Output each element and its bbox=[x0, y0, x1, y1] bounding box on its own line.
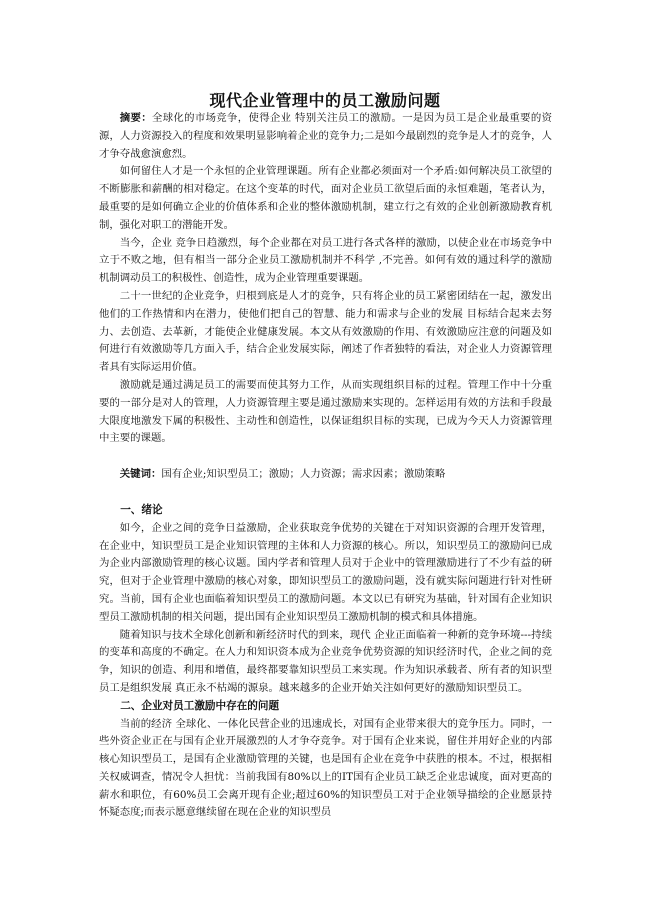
paper-body bbox=[99, 110, 552, 822]
spacer bbox=[99, 484, 552, 502]
abstract-paragraph-4: 二十一世纪的企业竞争，归根到底是人才的竞争，只有将企业的员工紧密团结在一起，激发出他们的工作热情和内在潜力，使他们把自己的智慧、能力和需求与企业的发展 目标结合起来去努力、去创造、去革新，才能使企业健康发展。本文从有效激励的作用、有效激励应注意的问题及如何进行有效激励等几方面入手，结合企业发展实际，阐述了作者独特的看法，对企业人力资源管理者具有实际运用价值。 bbox=[99, 289, 552, 374]
section-2-paragraph-1: 当前的经济 全球化、一体化民营企业的迅速成长，对国有企业带来很大的竞争压力。同时，一些外资企业正在与国有企业开展激烈的人才争夺竞争。对于国有企业来说，留住并用好企业的内部核心知识型员工，是国有企业激励管理的关键，也是国有企业在竞争中获胜的根本。不过，根据相关权威调查，情况令人担忧：当前我国有80%以上的IT国有企业员工缺乏企业忠诚度，面对更高的薪水和职位，有60%员工会离开现有企业;超过60%的知识型员工对于企业领导描绘的企业愿景持怀疑态度;而表示愿意继续留在现在企业的知识型员 bbox=[99, 717, 552, 819]
keywords-text: 国有企业;知识型员工；激励；人力资源；需求因素；激励策略 bbox=[161, 468, 446, 481]
paper-title: 现代企业管理中的员工激励问题 bbox=[209, 91, 441, 110]
spacer bbox=[99, 448, 552, 466]
abstract-text-1: 全球化的市场竞争，使得企业 特别关注员工的激励。一是因为员工是企业最重要的资源，人力资源投入的程度和效果明显影响着企业的竞争力;二是如今最剧烈的竞争是人才的竞争，人才争夺战愈演愈烈。 bbox=[99, 112, 552, 160]
abstract-paragraph-2: 如何留住人才是一个永恒的企业管理课题。所有企业都必须面对一个矛盾:如何解决员工欲望的不断膨胀和薪酬的相对稳定。在这个变革的时代，面对企业员工欲望后面的永恒难题，笔者认为，最重要的是如何确立企业的价值体系和企业的整体激励机制，建立行之有效的企业创新激励教育机制，强化对职工的潜能开发。 bbox=[99, 165, 552, 231]
keywords-line bbox=[99, 466, 552, 484]
abstract-label: 摘要： bbox=[119, 112, 152, 124]
keywords-label: 关键词： bbox=[119, 468, 162, 481]
abstract-paragraph-5: 激励就是通过满足员工的需要而使其努力工作，从而实现组织目标的过程。管理工作中十分重要的一部分是对人的管理，人力资源管理主要是通过激励来实现的。怎样运用有效的方法和手段最大限度地激发下属的积极性、主动性和创造性，以保证组织目标的实现，已成为今天人力资源管理中主要的课题。 bbox=[99, 378, 552, 445]
abstract-paragraph-1 bbox=[99, 110, 552, 163]
section-heading-2: 二、企业对员工激励中存在的问题 bbox=[120, 699, 280, 712]
abstract-paragraph-3: 当今，企业 竞争日趋激烈，每个企业都在对员工进行各式各样的激励，以使企业在市场竞争中立于不败之地，但有相当一部分企业员工激励机制并不科学 ,不完善。如何有效的通过科学的激励机制调动员工的积极性、创造性，成为企业管理重要课题。 bbox=[99, 236, 552, 285]
section-1-paragraph-2: 随着知识与技术全球化创新和新经济时代的到来，现代 企业正面临着一种新的竞争环境---持续的变革和高度的不确定。在人力和知识资本成为企业竞争优势资源的知识经济时代，企业之间的竞争，知识的创造、利用和增值，最终都要靠知识型员工来实现。作为知识承载者、所有者的知识型员工是组织发展 真正永不枯竭的源泉。越来越多的企业开始关注如何更好的激励知识型员工。 bbox=[99, 628, 552, 694]
section-1-paragraph-1: 如今，企业之间的竞争日益激励，企业获取竞争优势的关键在于对知识资源的合理开发管理，在企业中，知识型员工是企业知识管理的主体和人力资源的核心。所以，知识型员工的激励问已成为企业内部激励管理的核心议题。国内学者和管理人员对于企业中的管理激励进行了不少有益的研究，但对于企业管理中激励的核心对象，即知识型员工的激励问题，没有就实际问题进行针对性研究。当前，国有企业也面临着知识型员工的激励问题。本文以已有研究为基础，针对国有企业知识型员工激励机制的相关问题，提出国有企业知识型员工激励机制的模式和具体措施。 bbox=[99, 521, 552, 623]
section-heading-1: 一、绪论 bbox=[120, 503, 163, 516]
